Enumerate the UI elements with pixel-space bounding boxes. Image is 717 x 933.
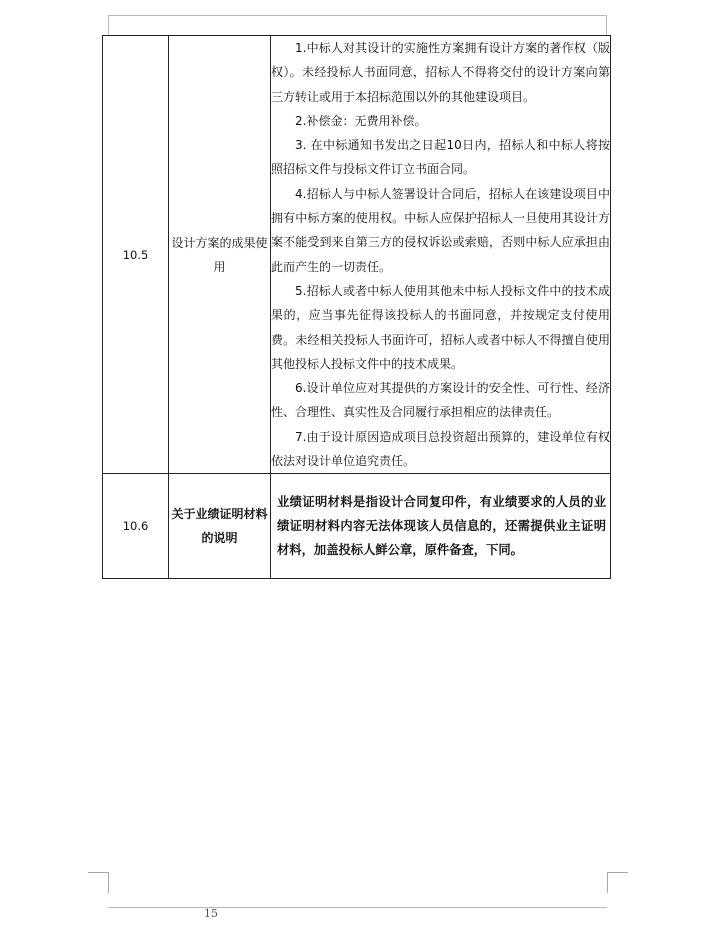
page-number: 15 [204,907,218,920]
bottom-right-corner-mark [607,872,628,893]
clause-label: 关于业绩证明材料的说明 [169,474,271,579]
clause-paragraph: 4.招标人与中标人签署设计合同后，招标人在该建设项目中拥有中标方案的使用权。中标人应保护招标人一旦使用其设计方案不能受到来自第三方的侵权诉讼或索赔，否则中标人应承担由此而产生的一切责任。 [271,186,610,274]
clause-table [102,35,611,579]
clause-paragraph: 2.补偿金：无费用补偿。 [295,113,427,128]
table-row [103,474,611,579]
clause-number: 10.5 [103,36,169,474]
table-row [103,36,611,474]
clause-paragraph: 1.中标人对其设计的实施性方案拥有设计方案的著作权（版权）。未经投标人书面同意，招标人不得将交付的设计方案向第三方转让或用于本招标范围以外的其他建设项目。 [271,41,610,104]
clause-paragraph: 5.招标人或者中标人使用其他未中标人投标文件中的技术成果的，应当事先征得该投标人的书面同意，并按规定支付使用费。未经相关投标人书面许可，招标人或者中标人不得擅自使用其他投标人投标文件中的技术成果。 [271,283,610,371]
clause-paragraph: 业绩证明材料是指设计合同复印件，有业绩要求的人员的业绩证明材料内容无法体现该人员信息的，还需提供业主证明材料，加盖投标人鲜公章，原件备查，下同。 [277,495,606,558]
clause-paragraph: 3. 在中标通知书发出之日起10日内，招标人和中标人将按照招标文件与投标文件订立书面合同。 [271,138,610,177]
clause-number: 10.6 [103,474,169,579]
top-left-margin-guide [108,15,109,35]
clause-content [271,36,611,474]
clause-content [271,474,611,579]
clause-paragraph: 6.设计单位应对其提供的方案设计的安全性、可行性、经济性、合理性、真实性及合同履行承担相应的法律责任。 [271,381,610,420]
top-right-margin-guide [606,15,607,35]
top-margin-line [108,15,606,16]
footer-line [108,907,607,908]
clause-label: 设计方案的成果使用 [169,36,271,474]
clause-paragraph: 7.由于设计原因造成项目总投资超出预算的，建设单位有权依法对设计单位追究责任。 [271,429,610,469]
bottom-left-corner-mark [88,872,109,893]
